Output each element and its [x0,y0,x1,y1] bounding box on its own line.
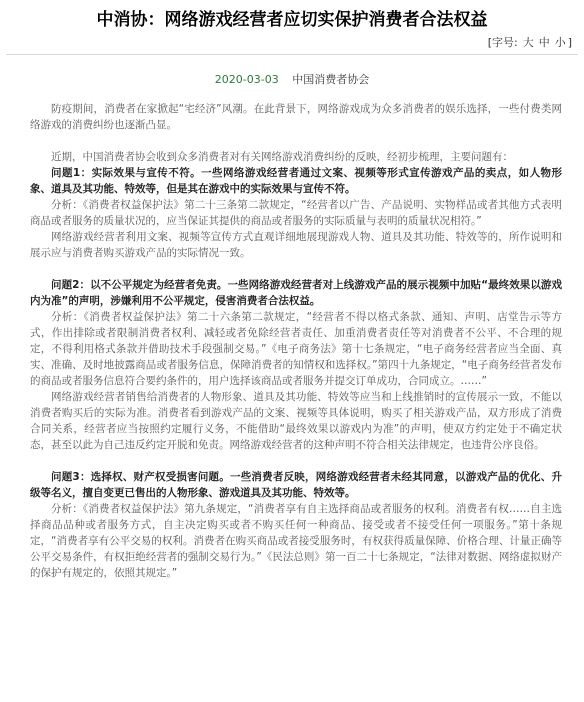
issue-3-heading: 问题3：选择权、财产权受损害问题。一些消费者反映，网络游戏经营者未经其同意，以游戏产品的优化、升级等名义，擅自变更已售出的人物形象、游戏道具及其功能、特效等。 [30,471,562,499]
publish-date: 2020-03-03 [214,73,279,86]
paragraph-summary: 近期，中国消费者协会收到众多消费者对有关网络游戏消费纠纷的反映，经初步梳理，主要问题有： [51,151,513,163]
article-body [0,101,584,581]
article-title: 中消协：网络游戏经营者应切实保护消费者合法权益 [96,10,488,30]
article-source: 中国消费者协会 [292,73,370,86]
font-size-medium-button[interactable]: 中 [538,36,550,49]
issue-1-analysis: 分析：《消费者权益保护法》第二十三条第二款规定，“经营者以广告、产品说明、实物样品或者其他方式表明商品或者服务的质量状况的，应当保证其提供的商品或者服务的实际质量与表明的质量状况相符。” [30,199,562,227]
issue-2-analysis: 分析：《消费者权益保护法》第二十六条第二款规定，“经营者不得以格式条款、通知、声明、店堂告示等方式，作出排除或者限制消费者权利、减轻或者免除经营者责任、加重消费者责任等对消费者不公平、不合理的规定，不得利用格式条款并借助技术手段强制交易。”《电子商务法》第十七条规定，“电子商务经营者应当全面、真实、准确、及时地披露商品或者服务信息，保障消费者的知情权和选择权。”第四十九条规定，“电子商务经营者发布的商品或者服务信息符合要约条件的，用户选择该商品或者服务并提交订单成功，合同成立。……” [30,311,562,387]
issue-3-analysis: 分析：《消费者权益保护法》第九条规定，“消费者享有自主选择商品或者服务的权利。消费者有权……自主选择商品品种或者服务方式，自主决定购买或者不购买任何一种商品、接受或者不接受任何一项服务。”第十条规定，“消费者享有公平交易的权利。消费者在购买商品或者接受服务时，有权获得质量保障、价格合理、计量正确等公平交易条件，有权拒绝经营者的强制交易行为。”《民法总则》第一百二十七条规定，“法律对数据、网络虚拟财产的保护有规定的，依照其规定。” [30,503,562,579]
issue-2-conclusion: 网络游戏经营者销售给消费者的人物形象、道具及其功能、特效等应当和上线推销时的宣传展示一致，不能以消费者购买后的实际为准。消费者看到游戏产品的文案、视频等具体说明，购买了相关游戏产品，双方形成了消费合同关系，经营者应当按照约定履行义务，不能借助“最终效果以游戏内为准”的声明，使双方约定处于不确定状态，甚至以此为自己违反约定开脱和免责。网络游戏经营者的这种声明不符合相关法律规定，也违背公序良俗。 [30,391,562,451]
font-size-bracket-close: ] [567,35,572,49]
paragraph-intro: 防疫期间，消费者在家掀起“宅经济”风潮。在此背景下，网络游戏成为众多消费者的娱乐选择，一些付费类网络游戏的消费纠纷也逐渐凸显。 [30,103,562,131]
issue-2-heading: 问题2：以不公平规定为经营者免责。一些网络游戏经营者对上线游戏产品的展示视频中加贴“最终效果以游戏内为准”的声明，涉嫌利用不公平规定，侵害消费者合法权益。 [30,279,562,307]
font-size-large-button[interactable]: 大 [522,36,534,49]
issue-1-conclusion: 网络游戏经营者利用文案、视频等宣传方式直观详细地展现游戏人物、道具及其功能、特效等的，所作说明和展示应与消费者购买游戏产品的实际情况一致。 [30,231,562,259]
font-size-control [8,34,572,50]
font-size-label: [字号: [487,36,518,49]
article-meta [0,71,584,87]
font-size-small-button[interactable]: 小 [554,36,566,49]
issue-1-heading: 问题1：实际效果与宣传不符。一些网络游戏经营者通过文案、视频等形式宣传游戏产品的卖点，如人物形象、道具及其功能、特效等，但是其在游戏中的实际效果与宣传不符。 [30,167,562,195]
article-header [0,0,584,50]
header-divider [6,54,578,55]
